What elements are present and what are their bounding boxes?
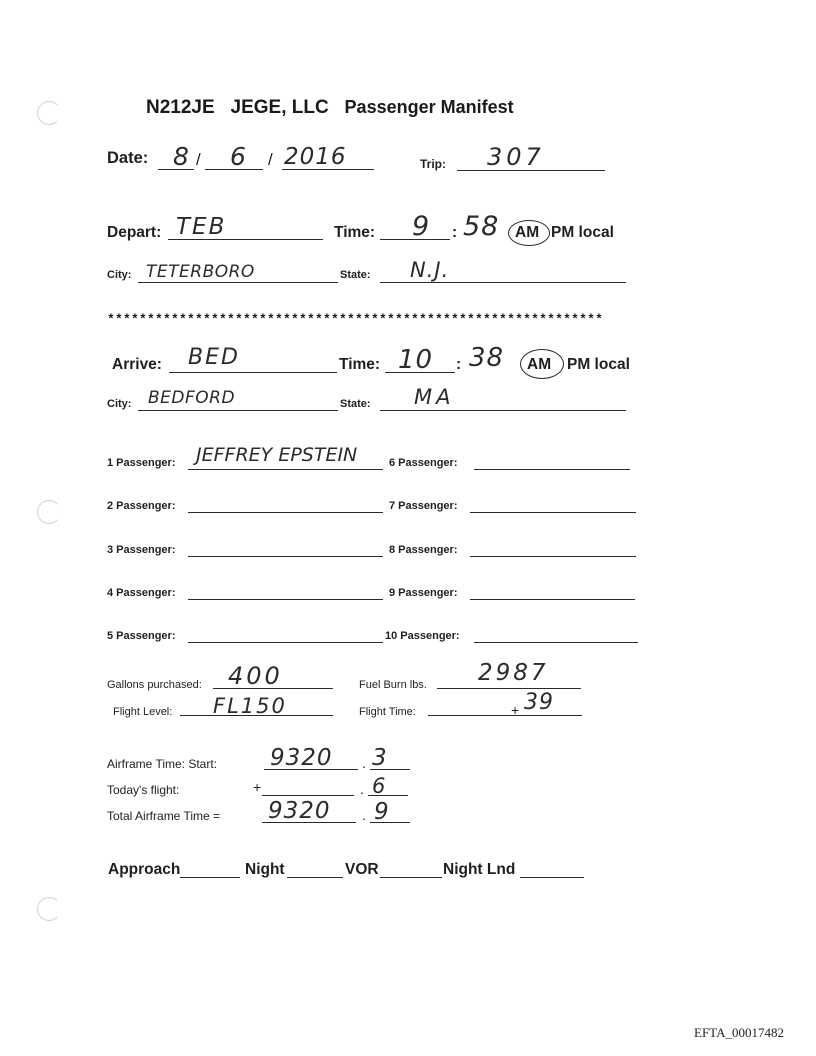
depart-label: Depart:	[107, 224, 162, 241]
arrive-am-option: AM	[527, 356, 552, 373]
date-slash-2: /	[268, 150, 273, 169]
vor-line	[380, 877, 442, 878]
arrive-city-value: BEDFORD	[148, 388, 236, 408]
flight-level-label: Flight Level:	[113, 706, 173, 718]
passenger-2-line	[188, 512, 383, 513]
passenger-1-label: 1 Passenger:	[107, 457, 176, 469]
fuel-burn-label: Fuel Burn lbs.	[359, 679, 427, 691]
page-title	[146, 97, 514, 119]
approach-label: Approach	[108, 861, 181, 878]
date-month-value: 8	[173, 142, 190, 171]
passenger-4-label: 4 Passenger:	[107, 587, 176, 599]
passenger-10-label: 10 Passenger:	[385, 630, 460, 642]
airframe-total-dot: .	[362, 807, 366, 823]
vor-label: VOR	[345, 861, 379, 878]
depart-state-line	[380, 282, 626, 283]
gallons-label: Gallons purchased:	[107, 679, 202, 691]
date-label: Date:	[107, 149, 149, 167]
depart-state-value: N.J.	[410, 258, 450, 282]
arrive-time-label: Time:	[339, 356, 381, 373]
airframe-today-tenth: 6	[372, 774, 387, 798]
passenger-6-line	[474, 469, 630, 470]
depart-city-line	[138, 282, 338, 283]
passenger-3-label: 3 Passenger:	[107, 544, 176, 556]
airframe-today-label: Today's flight:	[107, 783, 180, 797]
arrive-time-colon: :	[456, 356, 462, 373]
passenger-2-label: 2 Passenger:	[107, 500, 176, 512]
flight-level-value: FL150	[213, 694, 287, 718]
passenger-9-label: 9 Passenger:	[389, 587, 458, 599]
airframe-total-tenth: 9	[374, 799, 390, 825]
binder-hole-middle	[37, 500, 61, 524]
airframe-today-plus: +	[253, 779, 262, 795]
passenger-6-label: 6 Passenger:	[389, 457, 458, 469]
section-separator: **************************************************************	[107, 312, 604, 327]
arrive-minute-value: 38	[469, 343, 505, 373]
trip-value: 307	[487, 143, 545, 171]
arrive-state-label: State:	[340, 398, 371, 410]
binder-hole-bottom	[37, 897, 61, 921]
depart-time-colon: :	[452, 224, 458, 241]
trip-label: Trip:	[420, 157, 446, 171]
night-line	[287, 877, 343, 878]
depart-state-label: State:	[340, 269, 371, 281]
passenger-3-line	[188, 556, 383, 557]
passenger-5-line	[188, 642, 383, 643]
depart-time-label: Time:	[334, 224, 376, 241]
passenger-4-line	[188, 599, 383, 600]
passenger-9-line	[470, 599, 635, 600]
airframe-today-dot: .	[360, 781, 364, 797]
night-label: Night	[245, 861, 285, 878]
arrive-label: Arrive:	[112, 356, 162, 373]
arrive-state-value: MA	[414, 385, 455, 409]
binder-hole-top	[37, 101, 61, 125]
flight-time-plus: +	[511, 702, 520, 718]
flight-time-value: 39	[524, 690, 554, 715]
airframe-start-label: Airframe Time: Start:	[107, 757, 218, 771]
arrive-value: BED	[188, 345, 240, 370]
flight-time-line	[428, 715, 582, 716]
depart-pm-local-option: PM local	[551, 224, 614, 241]
tail-number: N212JE	[146, 97, 215, 118]
arrive-line	[169, 372, 337, 373]
airframe-today-line	[262, 795, 354, 796]
approach-line	[180, 877, 240, 878]
arrive-hour-value: 10	[398, 345, 434, 375]
airframe-total-label: Total Airframe Time =	[107, 809, 221, 823]
airframe-total-whole: 9320	[268, 798, 331, 824]
company-name: JEGE, LLC	[230, 97, 329, 118]
depart-city-value: TETERBORO	[146, 262, 255, 282]
passenger-8-line	[470, 556, 636, 557]
arrive-state-line	[380, 410, 626, 411]
passenger-10-line	[474, 642, 638, 643]
passenger-7-line	[470, 512, 636, 513]
passenger-8-label: 8 Passenger:	[389, 544, 458, 556]
airframe-start-whole: 9320	[270, 745, 333, 771]
passenger-5-label: 5 Passenger:	[107, 630, 176, 642]
night-landing-label: Night Lnd	[443, 861, 516, 878]
fuel-burn-value: 2987	[478, 660, 549, 686]
depart-am-option: AM	[515, 224, 540, 241]
date-year-value: 2016	[284, 144, 347, 170]
passenger-1-line	[188, 469, 383, 470]
passenger-1-value: JEFFREY EPSTEIN	[196, 444, 358, 466]
depart-city-label: City:	[107, 269, 132, 281]
arrive-city-label: City:	[107, 398, 132, 410]
depart-value: TEB	[176, 214, 227, 240]
flight-time-label: Flight Time:	[359, 706, 416, 718]
passenger-7-label: 7 Passenger:	[389, 500, 458, 512]
airframe-start-tenth: 3	[372, 745, 388, 771]
depart-hour-value: 9	[412, 211, 431, 242]
date-day-value: 6	[230, 142, 247, 171]
airframe-start-dot: .	[362, 755, 366, 771]
night-landing-line	[520, 877, 584, 878]
document-id: EFTA_00017482	[694, 1025, 784, 1040]
date-slash-1: /	[196, 150, 201, 169]
fuel-burn-line	[437, 688, 581, 689]
manifest-title: Passenger Manifest	[344, 97, 514, 117]
arrive-city-line	[138, 410, 338, 411]
depart-minute-value: 58	[463, 211, 500, 242]
arrive-pm-local-option: PM local	[567, 356, 630, 373]
gallons-value: 400	[228, 662, 283, 690]
